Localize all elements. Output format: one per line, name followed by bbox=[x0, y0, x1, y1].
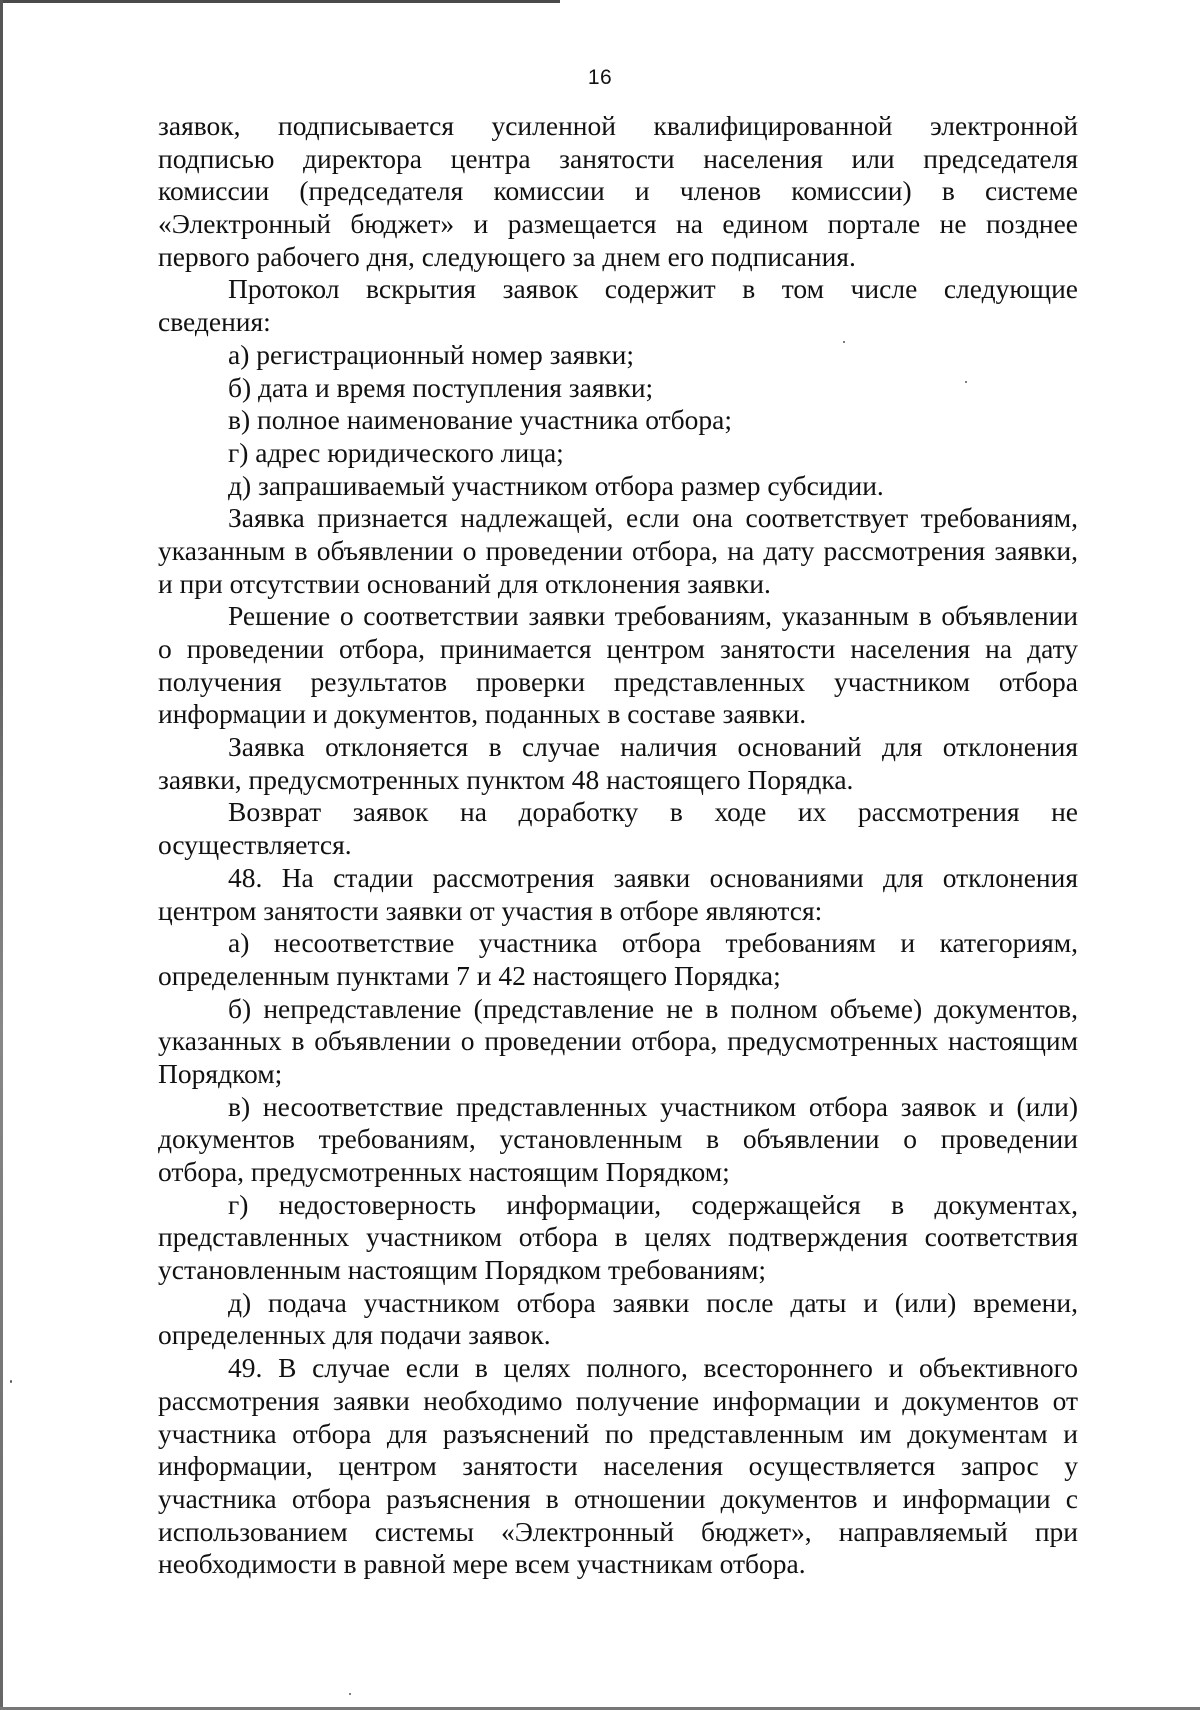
scan-speck bbox=[10, 1380, 12, 1383]
list-item: д) запрашиваемый участником отбора размер субсидии. bbox=[228, 469, 884, 501]
text-line: о проведении отбора, принимается центром занятости населения на дату bbox=[158, 633, 1078, 664]
text-line: Возврат заявок на доработку в ходе их рассмотрения не bbox=[228, 796, 1078, 828]
text-line: указанных в объявлении о проведении отбора, предусмотренных настоящим bbox=[158, 1025, 1078, 1057]
text-line: указанным в объявлении о проведении отбора, на дату рассмотрения заявки, bbox=[158, 534, 1078, 566]
list-item: г) адрес юридического лица; bbox=[228, 436, 564, 468]
text-line: «Электронный бюджет» и размещается на едином портале не позднее bbox=[158, 208, 1078, 240]
text-line: необходимости в равной мере всем участникам отбора. bbox=[158, 1548, 806, 1580]
text-line: подписью директора центра занятости населения или председателя bbox=[158, 142, 1078, 174]
list-item: г) недостоверность информации, содержащейся в документах, bbox=[228, 1188, 1078, 1220]
text-line: Решение о соответствии заявки требованиям, указанным в объявлении bbox=[228, 600, 1078, 632]
text-line: Заявка отклоняется в случае наличия оснований для отклонения bbox=[228, 731, 1078, 763]
text-line: участника отбора для разъяснений по представленным им документам и bbox=[158, 1417, 1078, 1449]
text-line: документов требованиям, установленным в объявлении о проведении bbox=[158, 1123, 1078, 1155]
text-line: Заявка признается надлежащей, если она соответствует требованиям, bbox=[228, 502, 1078, 534]
list-item: а) регистрационный номер заявки; bbox=[228, 338, 634, 370]
document-body bbox=[158, 110, 1078, 1581]
text-line: получения результатов проверки представленных участником отбора bbox=[158, 665, 1078, 697]
scan-speck bbox=[965, 381, 967, 383]
text-line: определенным пунктами 7 и 42 настоящего Порядка; bbox=[158, 959, 781, 991]
scan-speck bbox=[349, 1693, 351, 1695]
text-line: информации и документов, поданных в составе заявки. bbox=[158, 698, 807, 730]
text-line: использованием системы «Электронный бюджет», направляемый при bbox=[158, 1515, 1078, 1547]
text-line: отбора, предусмотренных настоящим Порядком; bbox=[158, 1156, 730, 1187]
text-line: 48. На стадии рассмотрения заявки основаниями для отклонения bbox=[228, 861, 1078, 893]
text-line: информации, центром занятости населения осуществляется запрос у bbox=[158, 1450, 1078, 1482]
list-item: д) подача участником отбора заявки после даты и (или) времени, bbox=[228, 1286, 1078, 1318]
text-line: представленных участником отбора в целях подтверждения соответствия bbox=[158, 1221, 1078, 1253]
list-item: в) полное наименование участника отбора; bbox=[228, 404, 732, 436]
text-line: заявок, подписывается усиленной квалифицированной электронной bbox=[158, 110, 1078, 141]
text-line: и при отсутствии оснований для отклонения заявки. bbox=[158, 567, 771, 599]
text-line: рассмотрения заявки необходимо получение информации и документов от bbox=[158, 1384, 1078, 1416]
text-line: установленным настоящим Порядком требованиям; bbox=[158, 1254, 767, 1286]
text-line: участника отбора разъяснения в отношении документов и информации с bbox=[158, 1482, 1078, 1514]
list-item: а) несоответствие участника отбора требованиям и категориям, bbox=[228, 927, 1078, 959]
text-line: заявки, предусмотренных пунктом 48 настоящего Порядка. bbox=[158, 763, 854, 795]
list-item: б) непредставление (представление не в полном объеме) документов, bbox=[228, 992, 1078, 1024]
text-line: Порядком; bbox=[158, 1057, 283, 1089]
text-line: первого рабочего дня, следующего за днем его подписания. bbox=[158, 240, 856, 272]
text-line: осуществляется. bbox=[158, 829, 352, 861]
scan-edge-top bbox=[0, 0, 560, 3]
page-number: 16 bbox=[587, 66, 613, 89]
text-line: определенных для подачи заявок. bbox=[158, 1319, 551, 1351]
text-line: 49. В случае если в целях полного, всестороннего и объективного bbox=[228, 1352, 1078, 1384]
list-item: б) дата и время поступления заявки; bbox=[228, 371, 654, 403]
text-line: Протокол вскрытия заявок содержит в том числе следующие bbox=[228, 273, 1078, 305]
text-line: центром занятости заявки от участия в отборе являются: bbox=[158, 894, 823, 926]
list-item: в) несоответствие представленных участником отбора заявок и (или) bbox=[228, 1090, 1078, 1122]
text-line: комиссии (председателя комиссии и членов комиссии) в системе bbox=[158, 175, 1078, 207]
scan-speck bbox=[843, 341, 845, 343]
scan-edge-left bbox=[0, 0, 3, 1710]
text-line: сведения: bbox=[158, 306, 271, 338]
